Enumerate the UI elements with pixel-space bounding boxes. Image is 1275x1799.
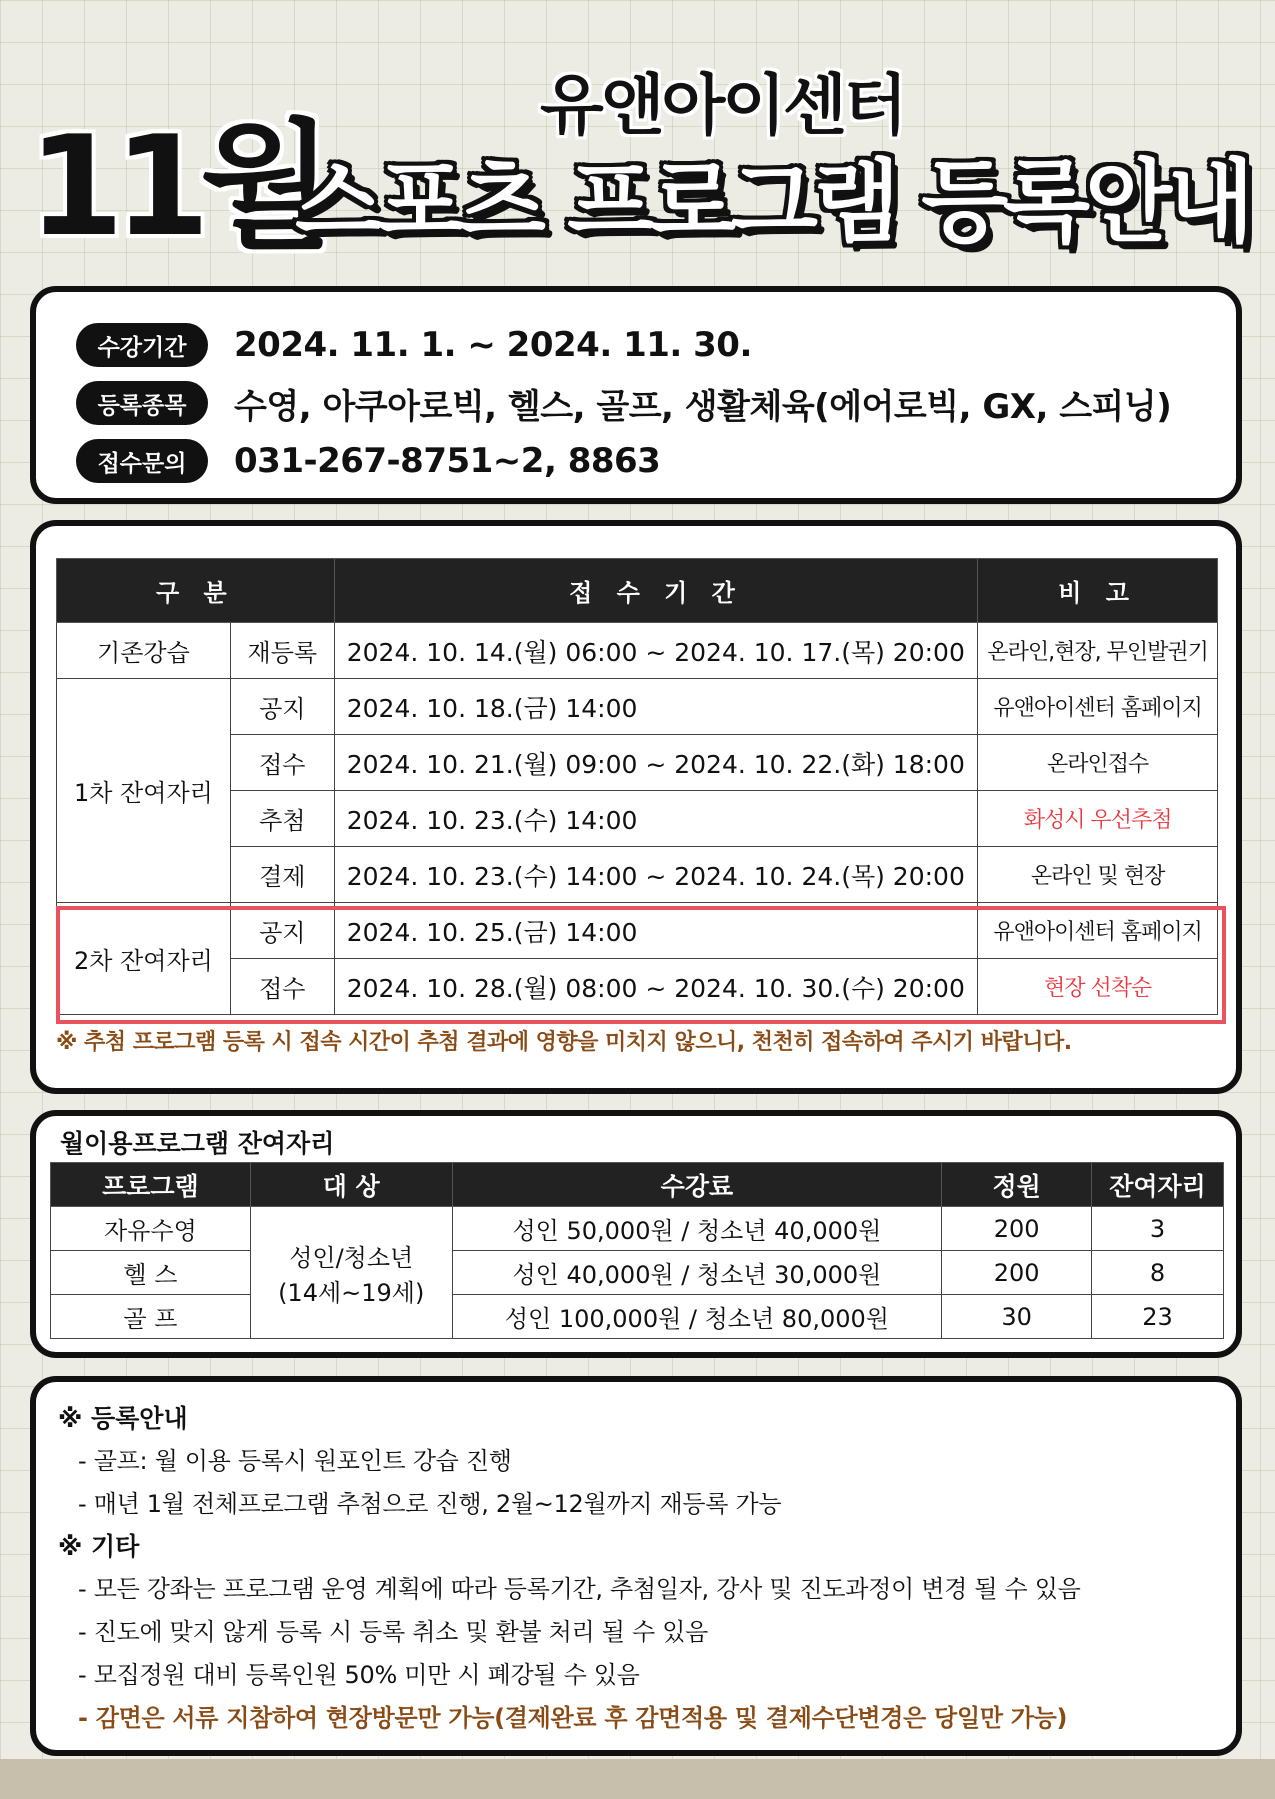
info-label: 접수문의	[76, 439, 208, 483]
fee-cell: 성인 100,000원 / 청소년 80,000원	[452, 1295, 942, 1339]
step-cell: 추첨	[230, 791, 334, 847]
month-title: 11월	[28, 106, 324, 267]
table-row	[57, 623, 1218, 679]
schedule-table	[56, 558, 1218, 1015]
registration-title: ※ 등록안내	[58, 1404, 188, 1433]
date-cell: 2024. 10. 18.(금) 14:00	[334, 679, 977, 735]
program-cell: 골 프	[51, 1295, 251, 1339]
other-title: ※ 기타	[58, 1532, 140, 1561]
group-cell: 기존강습	[57, 623, 231, 679]
info-value: 수영, 아쿠아로빅, 헬스, 골프, 생활체육(에어로빅, GX, 스피닝)	[234, 386, 1172, 427]
table-row	[51, 1295, 1224, 1339]
group-cell: 2차 잔여자리	[57, 903, 231, 1015]
step-cell: 접수	[230, 959, 334, 1015]
note-cell-highlight: 현장 선착순	[978, 959, 1218, 1015]
monthly-program-box	[30, 1110, 1242, 1358]
info-box	[30, 286, 1242, 504]
step-cell: 공지	[230, 903, 334, 959]
date-cell: 2024. 10. 14.(월) 06:00 ~ 2024. 10. 17.(목) 20:00	[334, 623, 977, 679]
table-row	[57, 903, 1218, 959]
target-line: (14세~19세)	[278, 1278, 425, 1307]
header-category: 구 분	[57, 559, 335, 623]
step-cell: 접수	[230, 735, 334, 791]
schedule-box	[30, 520, 1242, 1094]
note-cell-highlight: 화성시 우선추첨	[978, 791, 1218, 847]
group-cell: 1차 잔여자리	[57, 679, 231, 903]
header-note: 비 고	[978, 559, 1218, 623]
table-row	[51, 1207, 1224, 1251]
info-label: 수강기간	[76, 323, 208, 367]
bottom-bar	[0, 1759, 1275, 1799]
header-fee: 수강료	[452, 1163, 942, 1207]
date-cell: 2024. 10. 25.(금) 14:00	[334, 903, 977, 959]
program-cell: 자유수영	[51, 1207, 251, 1251]
header-target: 대 상	[250, 1163, 452, 1207]
date-cell: 2024. 10. 23.(수) 14:00 ~ 2024. 10. 24.(목) 20:00	[334, 847, 977, 903]
caution-note: ※ 추첨 프로그램 등록 시 접속 시간이 추첨 결과에 영향을 미치지 않으니, 천천히 접속하여 주시기 바랍니다.	[56, 1030, 1072, 1055]
table-row	[57, 679, 1218, 735]
center-name: 유앤아이센터	[540, 67, 905, 144]
other-item: - 모집정원 대비 등록인원 50% 미만 시 폐강될 수 있음	[78, 1661, 640, 1689]
info-row-period	[76, 316, 1196, 374]
other-item: - 모든 강좌는 프로그램 운영 계획에 따라 등록기간, 추첨일자, 강사 및 진도과정이 변경 될 수 있음	[78, 1575, 1081, 1603]
monthly-title: 월이용프로그램 잔여자리	[60, 1129, 335, 1158]
remaining-cell: 3	[1092, 1207, 1224, 1251]
capacity-cell: 200	[942, 1207, 1092, 1251]
monthly-table	[50, 1162, 1224, 1339]
fee-cell: 성인 40,000원 / 청소년 30,000원	[452, 1251, 942, 1295]
registration-item: - 골프: 월 이용 등록시 원포인트 강습 진행	[78, 1447, 512, 1475]
table-row	[57, 959, 1218, 1015]
note-cell: 유앤아이센터 홈페이지	[978, 903, 1218, 959]
program-cell: 헬 스	[51, 1251, 251, 1295]
table-row	[57, 791, 1218, 847]
other-item-highlight: - 감면은 서류 지참하여 현장방문만 가능(결제완료 후 감면적용 및 결제수단변경은 당일만 가능)	[78, 1704, 1068, 1732]
table-row	[57, 735, 1218, 791]
info-label: 등록종목	[76, 381, 208, 425]
capacity-cell: 30	[942, 1295, 1092, 1339]
step-cell: 공지	[230, 679, 334, 735]
info-value: 2024. 11. 1. ~ 2024. 11. 30.	[234, 325, 752, 365]
remaining-cell: 8	[1092, 1251, 1224, 1295]
table-row	[57, 847, 1218, 903]
header-remaining: 잔여자리	[1092, 1163, 1224, 1207]
header-capacity: 정원	[942, 1163, 1092, 1207]
other-item: - 진도에 맞지 않게 등록 시 등록 취소 및 환불 처리 될 수 있음	[78, 1618, 708, 1646]
note-cell: 온라인,현장, 무인발권기	[978, 623, 1218, 679]
date-cell: 2024. 10. 28.(월) 08:00 ~ 2024. 10. 30.(수) 20:00	[334, 959, 977, 1015]
target-line: 성인/청소년	[289, 1243, 414, 1272]
table-header-row	[51, 1163, 1224, 1207]
registration-item: - 매년 1월 전체프로그램 추첨으로 진행, 2월~12월까지 재등록 가능	[78, 1490, 782, 1518]
date-cell: 2024. 10. 21.(월) 09:00 ~ 2024. 10. 22.(화) 18:00	[334, 735, 977, 791]
date-cell: 2024. 10. 23.(수) 14:00	[334, 791, 977, 847]
fee-cell: 성인 50,000원 / 청소년 40,000원	[452, 1207, 942, 1251]
target-cell	[250, 1207, 452, 1339]
step-cell: 결제	[230, 847, 334, 903]
table-header-row	[57, 559, 1218, 623]
header-program: 프로그램	[51, 1163, 251, 1207]
table-row	[51, 1251, 1224, 1295]
main-title: 스포츠 프로그램 등록안내	[295, 150, 1250, 255]
note-cell: 유앤아이센터 홈페이지	[978, 679, 1218, 735]
header-period: 접 수 기 간	[334, 559, 977, 623]
info-value: 031-267-8751~2, 8863	[234, 441, 661, 481]
capacity-cell: 200	[942, 1251, 1092, 1295]
step-cell: 재등록	[230, 623, 334, 679]
note-cell: 온라인접수	[978, 735, 1218, 791]
info-row-contact	[76, 432, 1196, 490]
note-cell: 온라인 및 현장	[978, 847, 1218, 903]
info-row-sports	[76, 374, 1196, 432]
notes-box	[30, 1376, 1242, 1756]
remaining-cell: 23	[1092, 1295, 1224, 1339]
